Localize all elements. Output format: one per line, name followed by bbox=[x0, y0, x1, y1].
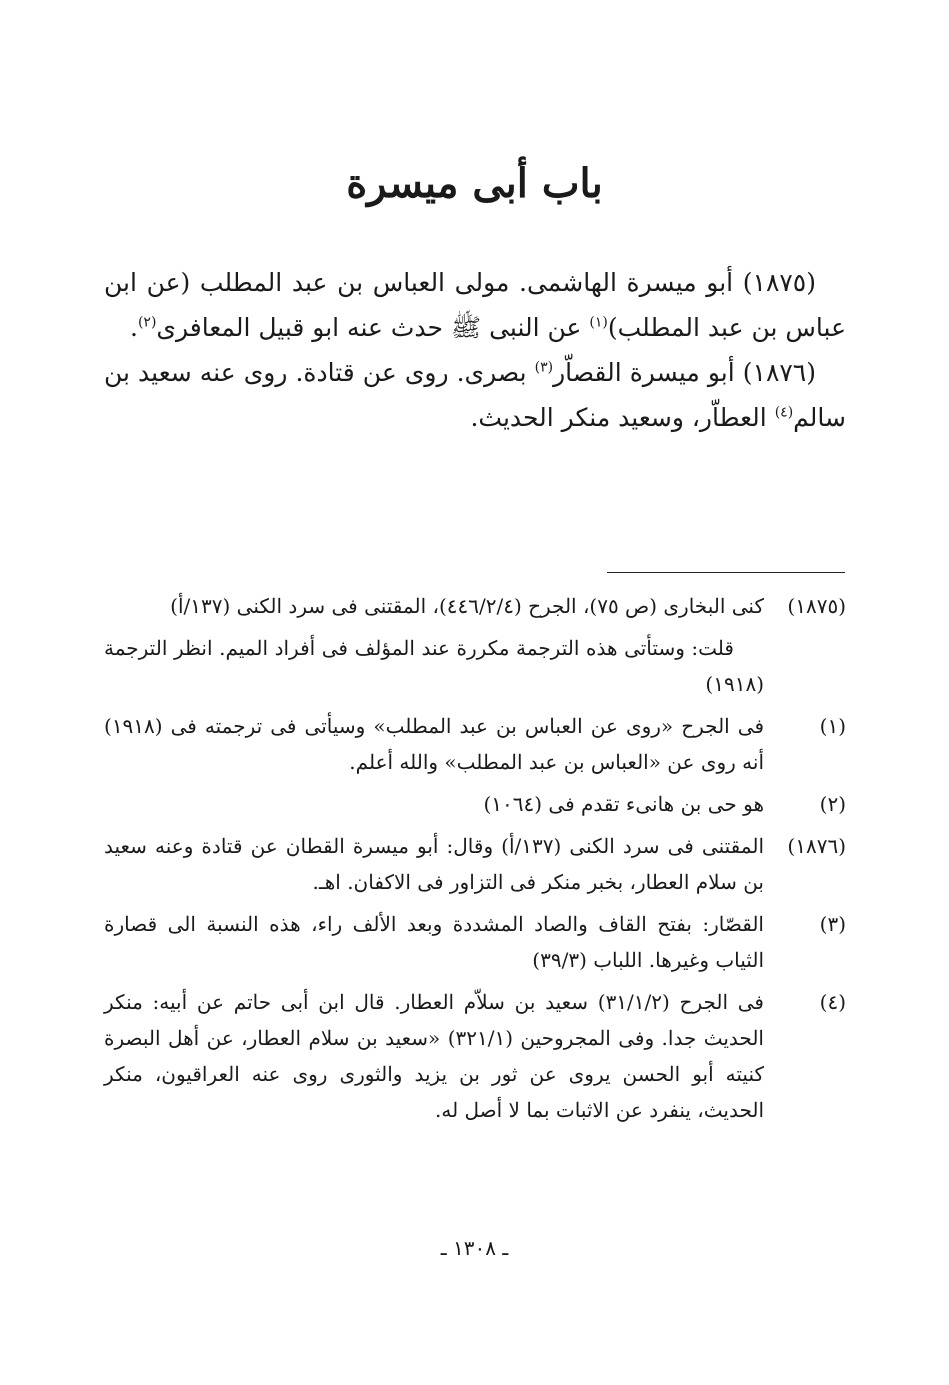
footnote-ref-2[interactable]: (٢) bbox=[137, 314, 157, 331]
chapter-title: باب أبى ميسرة bbox=[346, 160, 603, 207]
footnote-number: (٢) bbox=[819, 792, 846, 816]
entry-1875-text-b: عن النبى ﷺ حدث عنه ابو قبيل المعافرى bbox=[156, 313, 590, 342]
entry-1875-text-c: . bbox=[130, 313, 138, 342]
footnote-4 bbox=[104, 984, 846, 1128]
page-number: ـ ١٣٠٨ ـ bbox=[440, 1236, 509, 1260]
footnote-text: فى الجرح «روى عن العباس بن عبد المطلب» وسيأتى فى ترجمته فى (١٩١٨) أنه روى عن «العباس بن عبد المطلب» والله أعلم. bbox=[104, 714, 764, 774]
footnote-1875 bbox=[104, 588, 846, 624]
footnote-1 bbox=[104, 708, 846, 780]
footnote-text: المقتنى فى سرد الكنى (١٣٧/أ) وقال: أبو ميسرة القطان عن قتادة وعنه سعيد بن سلام العطار، بخبر منكر فى التزاور فى الاكفان. اهـ. bbox=[104, 834, 764, 894]
entry-1876-text-c: العطاّر، وسعيد منكر الحديث. bbox=[470, 403, 775, 432]
entry-1876-text-a: (١٨٧٦) أبو ميسرة القصاّر bbox=[553, 358, 816, 387]
footnote-1875-remark bbox=[104, 630, 846, 702]
footnote-number bbox=[764, 630, 846, 702]
footnote-text: قلت: وستأتى هذه الترجمة مكررة عند المؤلف فى أفراد الميم. انظر الترجمة (١٩١٨) bbox=[104, 636, 764, 696]
footnote-ref-1[interactable]: (١) bbox=[589, 314, 608, 331]
footnote-1876 bbox=[104, 828, 846, 900]
footnote-divider bbox=[607, 572, 845, 573]
footnote-text: هو حى بن هانىء تقدم فى (١٠٦٤) bbox=[483, 792, 764, 816]
footnote-text: كنى البخارى (ص ٧٥)، الجرح (٤٤٦/٢/٤)، المقتنى فى سرد الكنى (١٣٧/أ) bbox=[170, 594, 764, 618]
footnote-number: (١) bbox=[819, 714, 846, 738]
footnote-number: (٣) bbox=[819, 912, 846, 936]
footnote-ref-4[interactable]: (٤) bbox=[774, 404, 794, 421]
entry-1876 bbox=[104, 350, 846, 440]
footnotes bbox=[104, 588, 846, 1134]
footnote-3 bbox=[104, 906, 846, 978]
footnote-number: (٤) bbox=[819, 990, 846, 1014]
entry-1876-text-b: بصرى. روى عن قتادة. روى عنه سعيد بن سالم bbox=[104, 358, 846, 432]
footnote-2 bbox=[104, 786, 846, 822]
footnote-ref-3[interactable]: (٣) bbox=[534, 359, 554, 376]
footnote-number: (١٨٧٥) bbox=[787, 594, 846, 618]
footnote-text: فى الجرح (٣١/١/٢) سعيد بن سلاّم العطار. قال ابن أبى حاتم عن أبيه: منكر الحديث جدا. وفى المجروحين (٣٢١/١) «سعيد بن سلام العطار، عن أهل البصرة كنيته أبو الحسن يروى عن ثور بن يزيد والثورى روى عنه العراقيون، منكر الحديث، ينفرد عن الاثبات بما لا أصل له. bbox=[104, 990, 764, 1122]
entry-1875-text-a: (١٨٧٥) أبو ميسرة الهاشمى. مولى العباس بن عبد المطلب (عن ابن عباس بن عبد المطلب) bbox=[104, 268, 846, 342]
footnote-text: القصّار: بفتح القاف والصاد المشددة وبعد الألف راء، هذه النسبة الى قصارة الثياب وغيرها. اللباب (٣٩/٣) bbox=[104, 912, 764, 972]
entry-1875 bbox=[104, 260, 846, 350]
main-text bbox=[104, 260, 846, 440]
footnote-number: (١٨٧٦) bbox=[787, 834, 846, 858]
